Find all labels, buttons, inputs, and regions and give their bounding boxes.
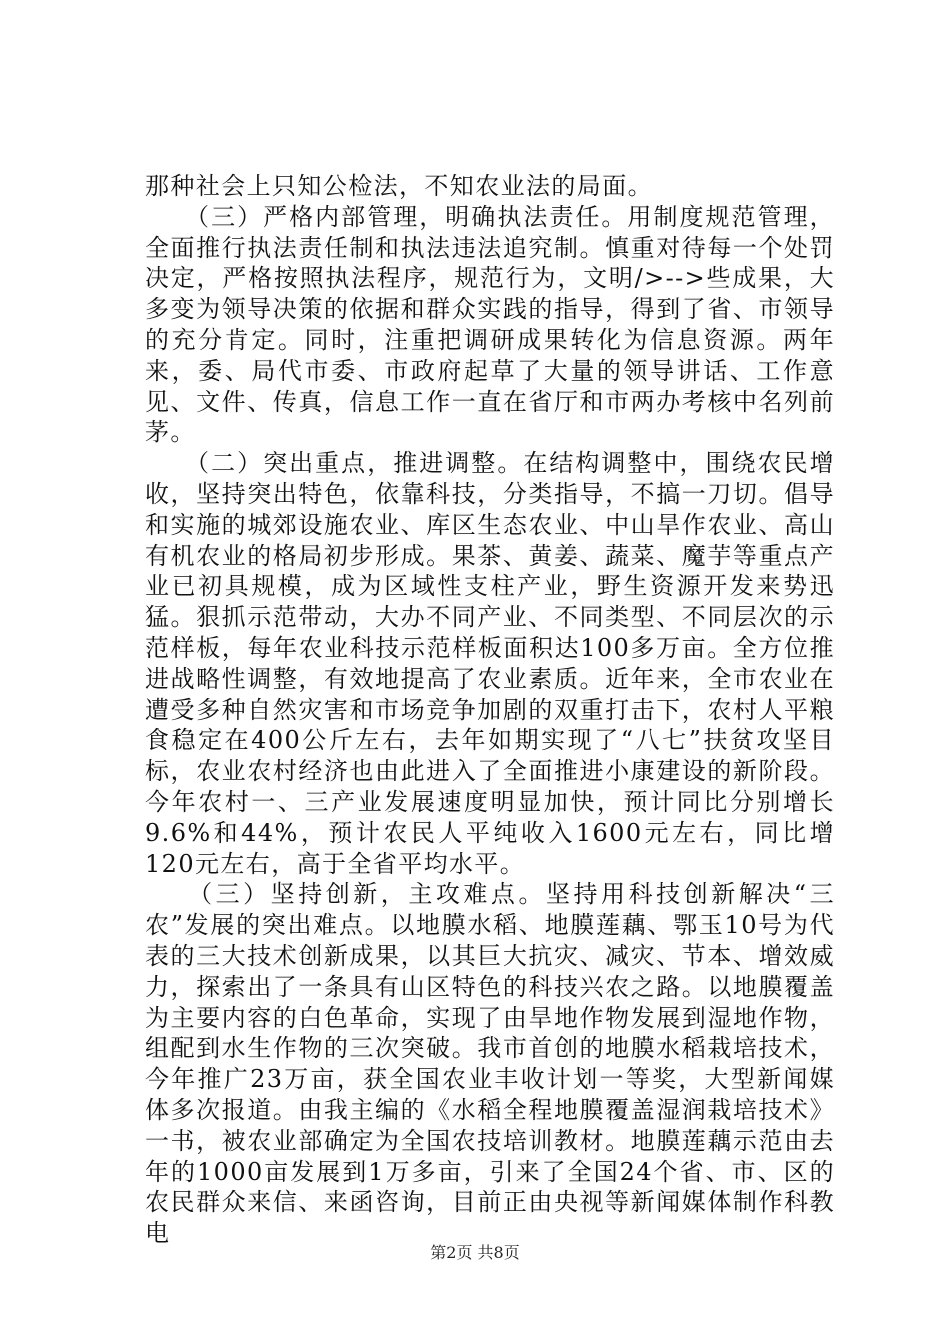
page-number-footer: 第2页 共8页 [430, 1243, 520, 1262]
paragraph-2: （三）严格内部管理，明确执法责任。用制度规范管理，全面推行执法责任制和执法违法追究制。慎重对待每一个处罚决定，严格按照执法程序，规范行为，文明/>-->些成果，大多变为领导决策的依据和群众实践的指导，得到了省、市领导的充分肯定。同时，注重把调研成果转化为信息资源。两年来，委、局代市委、市政府起草了大量的领导讲话、工作意见、文件、传真，信息工作一直在省厅和市两办考核中名列前茅。 [145, 202, 835, 447]
document-body [145, 171, 835, 1249]
paragraph-1: 那种社会上只知公检法，不知农业法的局面。 [145, 172, 653, 200]
paragraph-3: （二）突出重点，推进调整。在结构调整中，围绕农民增收，坚持突出特色，依靠科技，分类指导，不搞一刀切。倡导和实施的城郊设施农业、库区生态农业、中山旱作农业、高山有机农业的格局初步形成。果茶、黄姜、蔬菜、魔芋等重点产业已初具规模，成为区域性支柱产业，野生资源开发来势迅猛。狠抓示范带动，大办不同产业、不同类型、不同层次的示范样板，每年农业科技示范样板面积达100多万亩。全方位推进战略性调整，有效地提高了农业素质。近年来，全市农业在遭受多种自然灾害和市场竞争加剧的双重打击下，农村人平粮食稳定在400公斤左右，去年如期实现了“八七”扶贫攻坚目标，农业农村经济也由此进入了全面推进小康建设的新阶段。今年农村一、三产业发展速度明显加快，预计同比分别增长9.6%和44%，预计农民人平纯收入1600元左右，同比增120元左右，高于全省平均水平。 [145, 449, 835, 878]
paragraph-4: （三）坚持创新，主攻难点。坚持用科技创新解决“三农”发展的突出难点。以地膜水稻、地膜莲藕、鄂玉10号为代表的三大技术创新成果，以其巨大抗灾、减灾、节本、增效威力，探索出了一条具有山区特色的科技兴农之路。以地膜覆盖为主要内容的白色革命，实现了由旱地作物发展到湿地作物，组配到水生作物的三次突破。我市首创的地膜水稻栽培技术，今年推广23万亩，获全国农业丰收计划一等奖，大型新闻媒体多次报道。由我主编的《水稻全程地膜覆盖湿润栽培技术》一书，被农业部确定为全国农技培训教材。地膜莲藕示范由去年的1000亩发展到1万多亩，引来了全国24个省、市、区的农民群众来信、来函咨询，目前正由央视等新闻媒体制作科教电 [145, 880, 835, 1248]
